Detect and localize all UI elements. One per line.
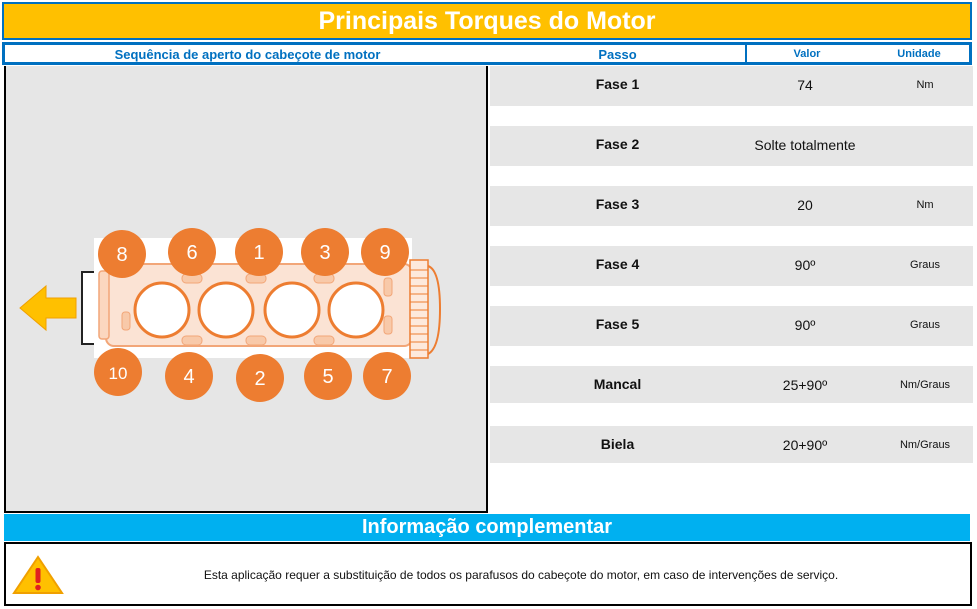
table-row <box>490 246 973 286</box>
bolt-number: 6 <box>186 242 198 264</box>
step-value: 25+90º <box>782 377 828 393</box>
header-step: Passo <box>598 47 637 62</box>
table-row <box>490 426 973 463</box>
step-name: Fase 1 <box>595 76 640 92</box>
header-unit: Unidade <box>897 48 941 60</box>
bolt-number: 8 <box>116 244 128 266</box>
table-row <box>490 66 973 106</box>
bolt-marker <box>165 352 213 400</box>
camshaft-gear <box>410 260 440 358</box>
step-name: Fase 5 <box>595 316 640 332</box>
info-text: Esta aplicação requer a substituição de todos os parafusos do cabeçote do motor, em caso de intervenções de serviço. <box>203 568 839 582</box>
table-row <box>490 306 973 346</box>
table-row <box>490 366 973 403</box>
step-name: Fase 3 <box>595 196 640 212</box>
info-heading: Informação complementar <box>4 514 970 541</box>
header-value: Valor <box>793 48 821 60</box>
step-value: 90º <box>794 317 816 333</box>
step-value: 20+90º <box>782 437 828 453</box>
bolt-marker <box>301 228 349 276</box>
torque-steps-table <box>490 66 973 513</box>
bolt-number: 1 <box>253 242 265 264</box>
step-value: 90º <box>794 257 816 273</box>
bolt-marker <box>94 348 142 396</box>
bolt-number: 2 <box>254 368 266 390</box>
header-divider <box>745 44 747 63</box>
warning-icon <box>12 554 64 596</box>
bolt-marker <box>361 228 409 276</box>
bolt-number: 5 <box>322 366 334 388</box>
step-value: 20 <box>797 197 813 213</box>
bolt-marker <box>236 354 284 402</box>
bolt-number: 10 <box>108 364 128 383</box>
step-name: Fase 2 <box>595 136 640 152</box>
info-box <box>4 542 972 606</box>
step-value: Solte totalmente <box>754 137 856 153</box>
bolt-number: 4 <box>183 366 195 388</box>
timing-plate <box>82 272 96 344</box>
step-unit: Nm <box>916 79 934 91</box>
step-name: Mancal <box>593 376 642 392</box>
step-value: 74 <box>797 77 813 93</box>
bolt-marker <box>168 228 216 276</box>
bolt-marker <box>98 230 146 278</box>
step-unit: Nm/Graus <box>899 439 951 451</box>
step-name: Fase 4 <box>595 256 640 272</box>
step-name: Biela <box>600 436 635 452</box>
bolt-number: 3 <box>319 242 331 264</box>
cylinder-head-diagram <box>6 66 486 511</box>
header-sequence: Sequência de aperto do cabeçote de motor <box>114 47 381 62</box>
bolt-marker <box>363 352 411 400</box>
table-row <box>490 186 973 226</box>
bolt-number: 9 <box>379 242 391 264</box>
step-unit: Nm <box>916 199 934 211</box>
direction-arrow-icon <box>20 286 76 330</box>
table-header <box>2 42 972 65</box>
step-unit: Graus <box>910 319 940 331</box>
bolt-marker <box>304 352 352 400</box>
table-row <box>490 126 973 166</box>
step-unit: Nm/Graus <box>899 379 951 391</box>
bolt-marker <box>235 228 283 276</box>
bolt-number: 7 <box>381 366 393 388</box>
cylinder-head-diagram-panel <box>4 66 488 513</box>
page-title: Principais Torques do Motor <box>2 2 972 40</box>
step-unit: Graus <box>910 259 940 271</box>
